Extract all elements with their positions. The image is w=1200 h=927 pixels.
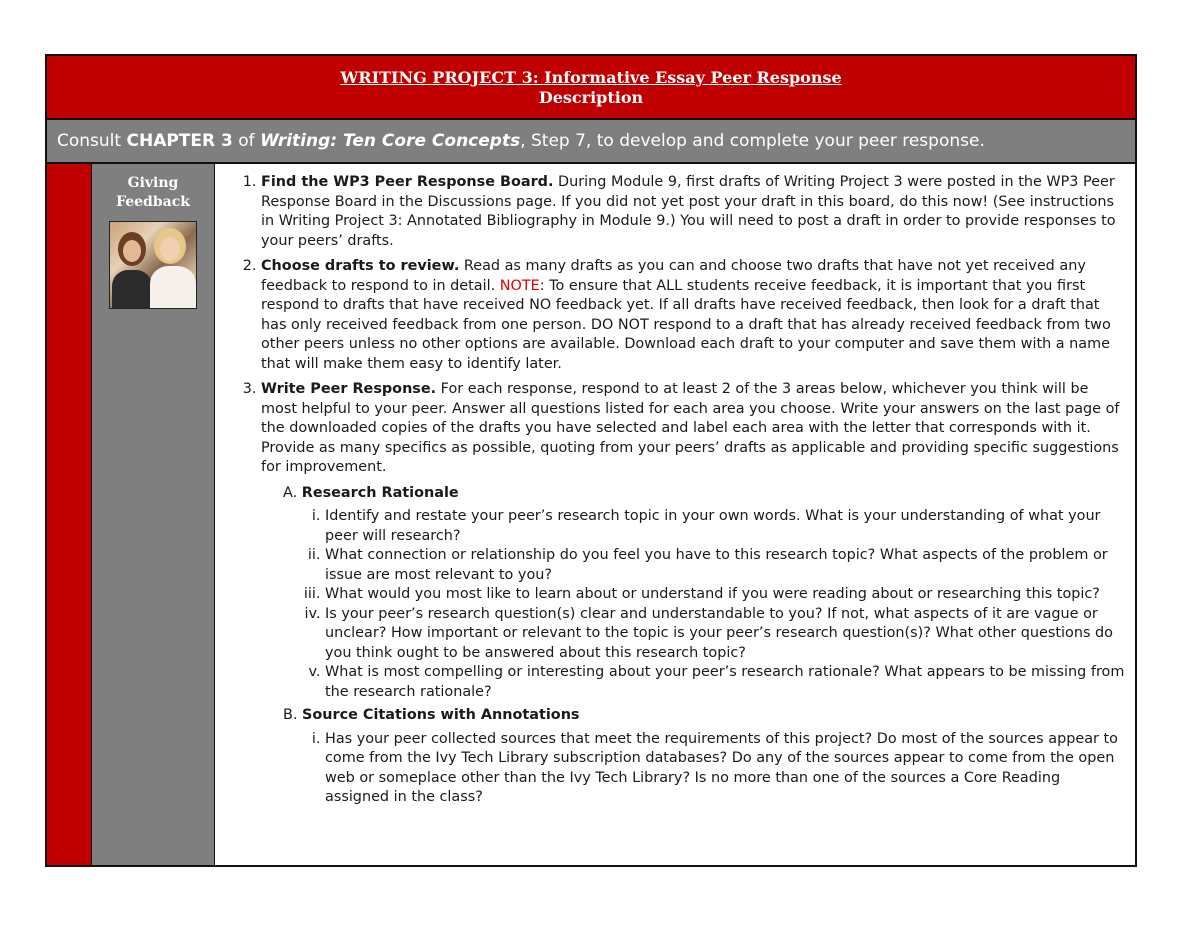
question-item: i. Has your peer collected sources that meet the requirements of this project? Do most of the sources appear to come from the Ivy Tech Library subscription databases? Do any of the sources appear to come from the open web or someplace other than the Ivy Tech Library? Is no more than one of the sources a Core Reading assigned in the class? — [325, 730, 1125, 808]
consult-book-title: Writing: Ten Core Concepts — [260, 131, 521, 151]
document-title: WRITING PROJECT 3: Informative Essay Peer Response — [340, 68, 842, 87]
step-title: Find the WP3 Peer Response Board. — [261, 174, 554, 190]
side-column — [92, 164, 215, 865]
instructions-content — [215, 164, 1135, 865]
note-label: NOTE — [499, 277, 540, 294]
section-heading — [261, 706, 1125, 726]
step-item — [261, 173, 1125, 251]
consult-post: , Step 7, to develop and complete your peer response. — [520, 131, 985, 151]
document-subtitle: Description — [538, 88, 644, 107]
title-banner — [47, 56, 1135, 120]
response-areas — [261, 484, 1125, 808]
section-questions — [261, 507, 1125, 702]
section-title: Research Rationale — [301, 484, 459, 501]
document-body — [47, 164, 1135, 865]
question-item: v. What is most compelling or interesting about your peer’s research rationale? What appears to be missing from the research rationale? — [325, 663, 1125, 702]
step-text: For each response, respond to at least 2 of the 3 areas below, whichever you think will be most helpful to your peer. Answer all questions listed for each area you choose. Write your answers on the last page of the downloaded copies of the drafts you have selected and label each area with the letter that corresponds with it. Provide as many specifics as possible, quoting from your peers’ drafts as applicable and providing specific suggestions for improvement. — [261, 381, 1120, 475]
side-label — [92, 174, 214, 212]
step-item — [261, 257, 1125, 374]
consult-mid: of — [232, 131, 261, 151]
assignment-document — [45, 54, 1137, 867]
section-heading — [261, 484, 1125, 504]
steps-list — [225, 173, 1125, 808]
section-letter: A. — [283, 484, 298, 501]
students-photo — [109, 221, 197, 309]
side-label-line2: Feedback — [116, 194, 190, 210]
question-item: iii. What would you most like to learn about or understand if you were reading about or researching this topic? — [325, 585, 1125, 605]
step-text: During Module 9, first drafts of Writing Project 3 were posted in the WP3 Peer Response Board in the Discussions page. If you did not yet post your draft in this board, do this now! (See instructions in Writing Project 3: Annotated Bibliography in Module 9.) You will need to post a draft in order to provide responses to your peers’ drafts. — [261, 174, 1116, 249]
left-red-bar — [47, 164, 92, 865]
consult-pre: Consult — [57, 131, 127, 151]
question-item: iv. Is your peer’s research question(s) clear and understandable to you? If not, what aspects of it are vague or unclear? How important or relevant to the topic is your peer’s research question(s)? What other questions do you think ought to be answered about this research topic? — [325, 605, 1125, 664]
consult-band — [47, 120, 1135, 164]
section-title: Source Citations with Annotations — [302, 707, 580, 723]
step-title: Write Peer Response. — [261, 381, 437, 397]
consult-chapter: CHAPTER 3 — [126, 131, 233, 151]
section-questions — [261, 730, 1125, 808]
section-letter: B. — [283, 707, 298, 723]
question-item: i. Identify and restate your peer’s research topic in your own words. What is your understanding of what your peer will research? — [325, 507, 1125, 546]
step-text: : To ensure that ALL students receive feedback, it is important that you first respond to drafts that have received NO feedback yet. If all drafts have received feedback, then look for a draft that has only received feedback from one person. DO NOT respond to a draft that has already received feedback from two other peers unless no other options are available. Download each draft to your computer and save them with a name that will make them easy to identify later. — [261, 277, 1111, 372]
side-label-line1: Giving — [127, 175, 179, 191]
step-item — [261, 380, 1125, 808]
question-item: ii. What connection or relationship do you feel you have to this research topic? What aspects of the problem or issue are most relevant to you? — [325, 546, 1125, 585]
step-text: Read as many drafts as you can and choose two drafts that have not yet received any feedback to respond to in detail. — [261, 258, 1086, 294]
step-title: Choose drafts to review. — [261, 258, 460, 274]
